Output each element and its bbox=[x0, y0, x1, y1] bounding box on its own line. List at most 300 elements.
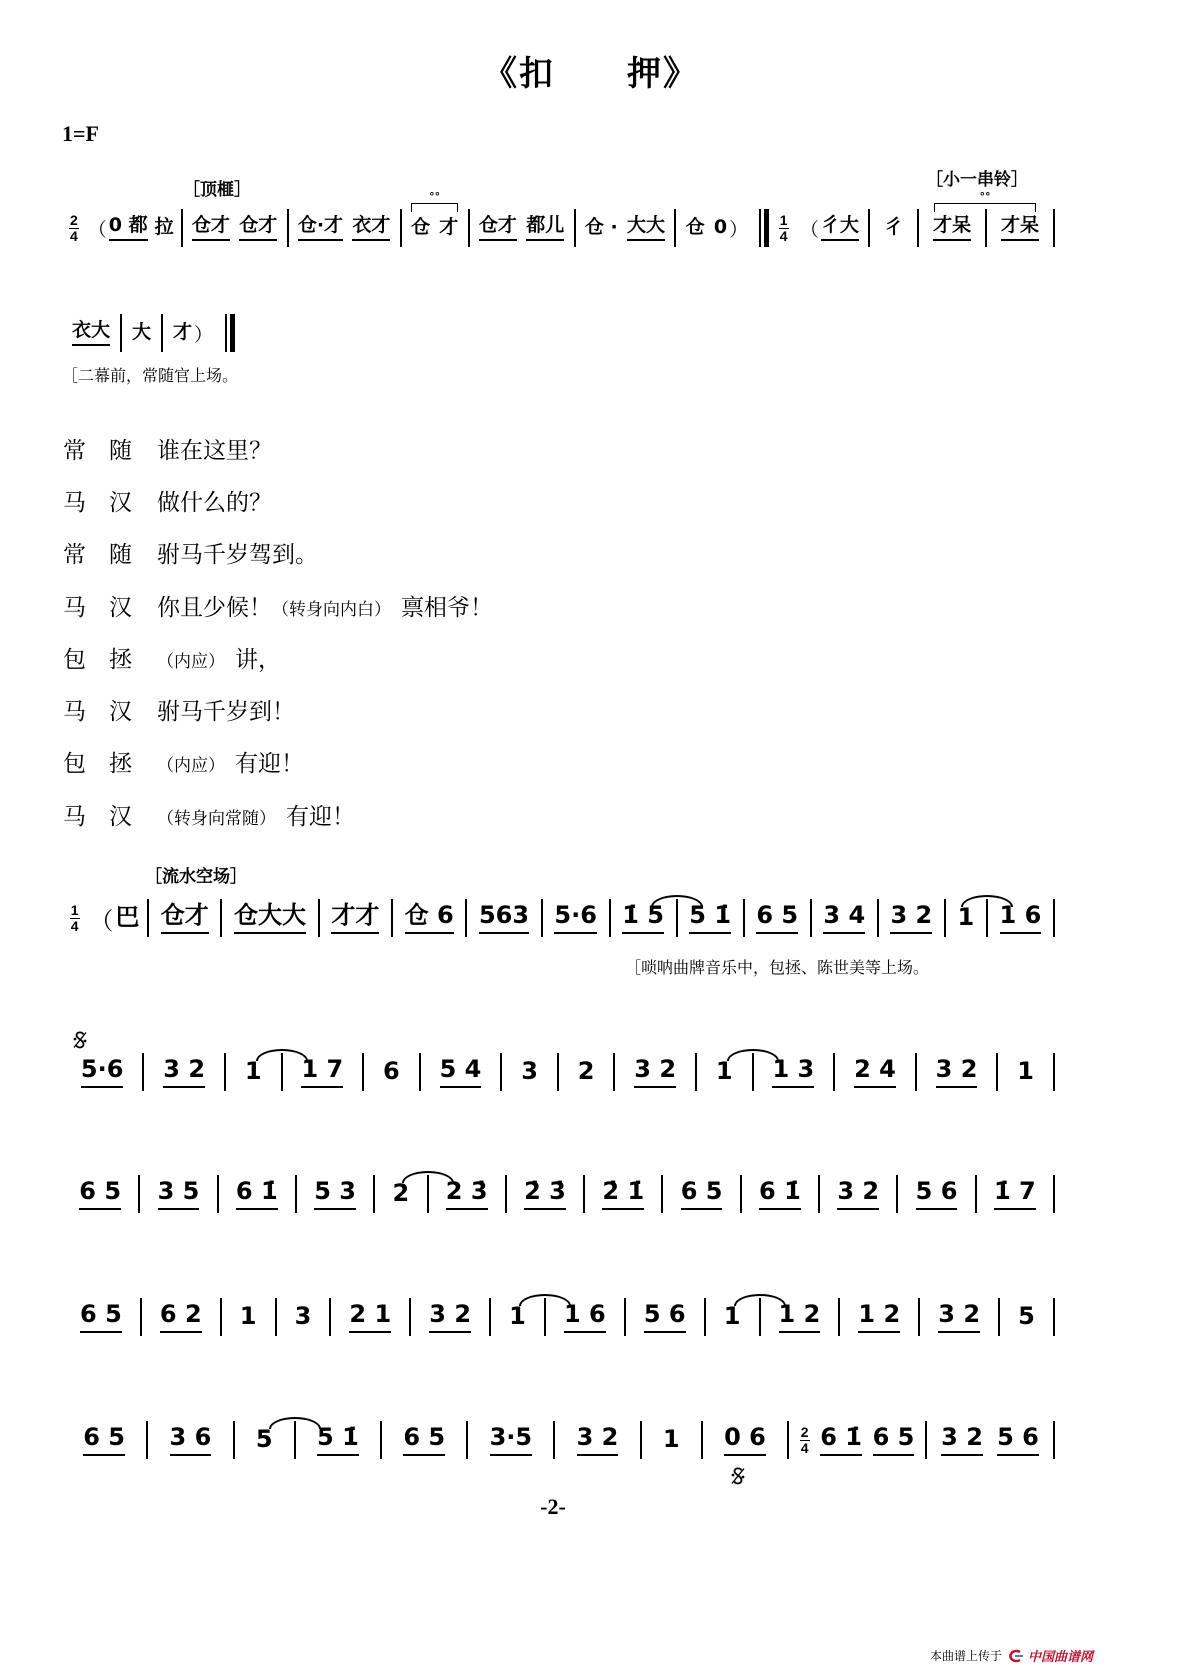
label-liushui: ［流水空场］ bbox=[145, 867, 247, 887]
key-signature: 1=F bbox=[62, 121, 99, 146]
notes: 2 3̇ bbox=[446, 1178, 488, 1210]
stage-aside: （转身向常随） bbox=[157, 808, 276, 829]
speaker-name-second: 汉 bbox=[109, 594, 132, 621]
dialogue-line bbox=[63, 527, 493, 579]
dialogue-text bbox=[157, 484, 272, 517]
speaker-name-first: 常 bbox=[63, 437, 86, 464]
measure bbox=[62, 1418, 146, 1462]
note-group bbox=[577, 1424, 619, 1456]
music-line-3 bbox=[62, 1172, 1055, 1216]
dialogue-text bbox=[157, 798, 355, 831]
double-barline bbox=[759, 209, 769, 247]
note-group bbox=[689, 902, 731, 934]
notes: 2̇ 1̇ bbox=[602, 1178, 644, 1210]
measure bbox=[611, 896, 676, 940]
measure bbox=[507, 1172, 583, 1216]
note-group bbox=[405, 902, 454, 934]
note-group bbox=[916, 1178, 958, 1210]
measure bbox=[226, 1050, 281, 1094]
measure bbox=[364, 1050, 419, 1094]
notes: 仓才 bbox=[161, 902, 209, 934]
speaker-name-first: 包 bbox=[63, 751, 86, 778]
stage-direction-entrance: ［二幕前，常随官上场。 bbox=[62, 366, 239, 385]
note-group bbox=[317, 1424, 359, 1456]
note-group bbox=[446, 1178, 488, 1210]
notes: 3 bbox=[294, 1302, 312, 1331]
measure bbox=[879, 896, 944, 940]
note-group bbox=[295, 1303, 312, 1331]
notes: 6 5 bbox=[80, 1301, 122, 1333]
speech-text: 驸马千岁到！ bbox=[157, 699, 295, 726]
time-signature-beats: 2 bbox=[69, 211, 78, 228]
measure bbox=[62, 896, 147, 940]
measure bbox=[382, 1418, 466, 1462]
footer-text: 本曲谱上传于 bbox=[930, 1649, 1003, 1663]
speaker-name-first: 包 bbox=[63, 646, 86, 673]
measure bbox=[812, 896, 877, 940]
notes: 1 7 bbox=[301, 1056, 343, 1088]
note-group bbox=[938, 1301, 980, 1333]
notes: 5 3 bbox=[314, 1178, 356, 1210]
notes: 仓才 bbox=[192, 215, 230, 241]
notes: 仓 bbox=[685, 216, 705, 239]
note-group bbox=[72, 320, 110, 346]
notes: 5·6 bbox=[554, 902, 597, 934]
dialogue-line bbox=[63, 683, 493, 735]
measure bbox=[626, 1295, 704, 1339]
note-group bbox=[1000, 902, 1042, 934]
notes: 5 4 bbox=[440, 1056, 482, 1088]
speaker-name-second: 拯 bbox=[109, 751, 132, 778]
notes: 才才 bbox=[331, 902, 379, 934]
note-group bbox=[798, 215, 859, 242]
measure bbox=[283, 1050, 363, 1094]
measure bbox=[988, 896, 1053, 940]
note-group bbox=[686, 217, 705, 239]
barline-thin bbox=[225, 314, 227, 352]
note-group bbox=[884, 217, 903, 239]
time-signature-unit: 4 bbox=[70, 917, 79, 934]
notes: 1 2 bbox=[858, 1301, 900, 1333]
stage-aside: （内应） bbox=[157, 756, 225, 777]
notes: 0 都 bbox=[109, 215, 148, 241]
measure bbox=[576, 206, 675, 250]
measure bbox=[676, 206, 759, 250]
note-group bbox=[192, 215, 230, 241]
measure bbox=[998, 1050, 1053, 1094]
notes: 6 5 bbox=[403, 1424, 445, 1456]
measure bbox=[297, 1172, 373, 1216]
notes: 2 1 bbox=[349, 1301, 391, 1333]
notes: 0 6 bbox=[724, 1424, 766, 1456]
open-paren: （ bbox=[89, 906, 114, 935]
notes: 仓·才 bbox=[298, 215, 343, 241]
percussion-line-2 bbox=[62, 311, 235, 355]
measure bbox=[163, 311, 225, 355]
speaker-name-second: 拯 bbox=[109, 646, 132, 673]
measure bbox=[977, 1172, 1053, 1216]
notes: 6 1̇ bbox=[759, 1178, 801, 1210]
notes: 6 5 bbox=[873, 1424, 915, 1456]
measure bbox=[820, 1172, 896, 1216]
measure bbox=[219, 1172, 295, 1216]
dialogue-line bbox=[63, 474, 493, 526]
note-group bbox=[161, 902, 209, 934]
measure bbox=[678, 896, 743, 940]
note-group bbox=[256, 1426, 273, 1454]
note-group bbox=[314, 1178, 356, 1210]
notes: 6 1̇ bbox=[236, 1178, 278, 1210]
measure bbox=[491, 1295, 544, 1339]
note-group bbox=[554, 902, 597, 934]
notes: 才 bbox=[173, 321, 193, 344]
notes: 3 bbox=[521, 1057, 538, 1086]
note-group bbox=[158, 1178, 200, 1210]
note-group bbox=[724, 1303, 741, 1331]
notes: 1̇ 7 bbox=[994, 1178, 1036, 1210]
speech-text: 有迎！ bbox=[235, 751, 304, 778]
note-group bbox=[873, 1424, 915, 1456]
notes: 才呆 bbox=[1001, 215, 1039, 241]
note-group bbox=[823, 902, 865, 934]
speaker-name-first: 马 bbox=[63, 803, 86, 830]
open-paren: （ bbox=[87, 218, 107, 241]
note-group bbox=[585, 217, 618, 239]
notes: 5 1̇ bbox=[689, 902, 731, 934]
note-group bbox=[83, 1424, 125, 1456]
speech-text: 讲， bbox=[235, 646, 281, 673]
note-group bbox=[155, 217, 174, 239]
note-group bbox=[663, 1426, 680, 1454]
measure bbox=[615, 1050, 695, 1094]
note-group bbox=[1017, 1058, 1034, 1086]
time-signature-beats: 2 bbox=[800, 1423, 809, 1440]
note-group bbox=[890, 902, 932, 934]
measure bbox=[585, 1172, 661, 1216]
note-group bbox=[234, 902, 306, 934]
measure bbox=[920, 1295, 998, 1339]
measure bbox=[277, 1295, 330, 1339]
measure bbox=[559, 1050, 614, 1094]
measure bbox=[183, 206, 287, 250]
stage-aside: （内应） bbox=[157, 651, 225, 672]
notes: 3 2 bbox=[938, 1301, 980, 1333]
measure bbox=[663, 1172, 739, 1216]
time-signature bbox=[69, 213, 79, 243]
measure bbox=[421, 1050, 501, 1094]
notes: 大大 bbox=[627, 215, 665, 241]
note-group bbox=[716, 1058, 733, 1086]
notes: 3 2 bbox=[837, 1178, 879, 1210]
time-signature-unit: 4 bbox=[800, 1439, 809, 1456]
measure bbox=[543, 896, 609, 940]
notes: 5 6 bbox=[644, 1301, 686, 1333]
note-group bbox=[301, 1056, 343, 1088]
barline bbox=[1053, 1053, 1055, 1091]
measure bbox=[393, 896, 465, 940]
notes: 1 bbox=[1017, 1057, 1034, 1086]
measure bbox=[742, 1172, 818, 1216]
notes: 5 bbox=[255, 1425, 273, 1454]
label-dingchui: ［顶榧］ bbox=[183, 180, 251, 200]
note-group bbox=[403, 1424, 445, 1456]
notes: 5 6 bbox=[997, 1424, 1039, 1456]
speech-text: 谁在这里？ bbox=[157, 437, 272, 464]
measure bbox=[375, 1172, 426, 1216]
notes: 6 5 bbox=[681, 1178, 723, 1210]
note-group bbox=[163, 1056, 205, 1088]
notes: 1 bbox=[239, 1302, 257, 1331]
notes: 3 4 bbox=[823, 902, 865, 934]
measure bbox=[502, 1050, 557, 1094]
note-group bbox=[509, 1303, 526, 1331]
notes: 仓 · bbox=[584, 216, 618, 239]
time-signature bbox=[70, 903, 80, 933]
dialogue-line bbox=[63, 788, 493, 840]
dialogue-text bbox=[157, 693, 295, 726]
measure bbox=[140, 1172, 216, 1216]
measure bbox=[470, 206, 574, 250]
measure bbox=[142, 1295, 220, 1339]
note-group bbox=[239, 215, 277, 241]
dialogue-block bbox=[63, 422, 493, 840]
notes: 衣才 bbox=[352, 215, 390, 241]
note-group bbox=[160, 1301, 202, 1333]
speaker-name-first: 马 bbox=[63, 489, 86, 516]
time-signature-beats: 1 bbox=[70, 901, 79, 918]
double-barline bbox=[225, 314, 235, 352]
notes: 6 bbox=[383, 1057, 400, 1086]
footer bbox=[930, 1646, 1093, 1665]
time-signature-unit: 4 bbox=[779, 227, 788, 244]
note-group bbox=[429, 1301, 471, 1333]
speech-text: 驸马千岁驾到。 bbox=[157, 542, 318, 569]
note-group bbox=[634, 1056, 676, 1088]
notes: 563 bbox=[479, 902, 529, 934]
dialogue-line bbox=[63, 579, 493, 631]
note-group bbox=[245, 1058, 262, 1086]
note-group bbox=[714, 215, 750, 242]
measure bbox=[62, 1172, 138, 1216]
note-group bbox=[578, 1058, 595, 1086]
stage-aside: （转身向内白） bbox=[272, 599, 391, 620]
notes: 3 2 bbox=[634, 1056, 676, 1088]
notes: 1 bbox=[715, 1057, 733, 1086]
note-group bbox=[170, 1424, 212, 1456]
measure bbox=[703, 1418, 787, 1462]
notes: 2 bbox=[577, 1057, 595, 1086]
note-group bbox=[383, 1058, 400, 1086]
notes: 6 5 bbox=[79, 1178, 121, 1210]
bracket-mark bbox=[411, 190, 459, 212]
note-group bbox=[411, 217, 430, 239]
speaker-name-first: 马 bbox=[63, 594, 86, 621]
measure bbox=[870, 206, 917, 250]
speaker-name-second: 随 bbox=[109, 542, 132, 569]
note-group bbox=[1018, 1303, 1035, 1331]
note-group bbox=[820, 1424, 862, 1456]
note-group bbox=[331, 902, 379, 934]
note-group bbox=[958, 904, 975, 932]
barline bbox=[1053, 1175, 1055, 1213]
measure bbox=[769, 206, 868, 250]
segno-icon bbox=[72, 1030, 88, 1050]
note-group bbox=[521, 1058, 538, 1086]
measure bbox=[235, 1418, 294, 1462]
note-group bbox=[298, 215, 343, 241]
note-group bbox=[681, 1178, 723, 1210]
time-signature bbox=[779, 213, 789, 243]
notes: 才 bbox=[439, 216, 459, 239]
note-group bbox=[87, 901, 139, 936]
site-name-link[interactable]: 中国曲谱网 bbox=[1028, 1650, 1094, 1665]
notes: 3 5 bbox=[158, 1178, 200, 1210]
time-signature bbox=[800, 1425, 810, 1455]
dialogue-text bbox=[157, 745, 304, 778]
barline bbox=[1053, 209, 1055, 247]
note-group bbox=[526, 215, 564, 241]
dialogue-line bbox=[63, 736, 493, 788]
measure bbox=[222, 1295, 275, 1339]
note-group bbox=[756, 902, 798, 934]
note-group bbox=[352, 215, 390, 241]
notes: 6 5 bbox=[756, 902, 798, 934]
note-group bbox=[86, 215, 148, 242]
note-group bbox=[858, 1301, 900, 1333]
notes: 3 2 bbox=[429, 1301, 471, 1333]
note-group bbox=[941, 1424, 983, 1456]
measure bbox=[1000, 1295, 1053, 1339]
notes: 1 bbox=[957, 903, 975, 932]
barline bbox=[1053, 1298, 1055, 1336]
note-group bbox=[997, 1424, 1039, 1456]
notes: 1 bbox=[723, 1302, 741, 1331]
measure bbox=[468, 1418, 553, 1462]
note-group bbox=[440, 1056, 482, 1088]
open-paren: （ bbox=[799, 218, 819, 241]
dialogue-line bbox=[63, 422, 493, 474]
page-number: -2- bbox=[540, 1494, 566, 1519]
stage-direction-suona: ［唢呐曲牌音乐中，包拯、陈世美等上场。 bbox=[625, 958, 930, 977]
bracket-mark-text: °° bbox=[429, 190, 441, 203]
close-paren: ） bbox=[729, 218, 749, 241]
notes: 5 bbox=[1018, 1302, 1035, 1331]
notes: 1 2 bbox=[779, 1301, 821, 1333]
notes: 2 4 bbox=[854, 1056, 896, 1088]
notes: 巴 bbox=[115, 903, 140, 932]
site-logo-icon bbox=[1006, 1649, 1024, 1663]
barline bbox=[1053, 1421, 1055, 1459]
note-group bbox=[772, 1056, 814, 1088]
measure bbox=[761, 1295, 839, 1339]
note-group bbox=[524, 1178, 566, 1210]
measure bbox=[62, 1295, 140, 1339]
measure bbox=[927, 1418, 1053, 1462]
note-group bbox=[81, 1056, 124, 1088]
notes: 1 bbox=[244, 1057, 262, 1086]
notes: 都儿 bbox=[526, 215, 564, 241]
note-group bbox=[1001, 215, 1039, 241]
speech-text: 有迎！ bbox=[286, 803, 355, 830]
notes: 大 bbox=[132, 321, 152, 344]
notes: 1 6 bbox=[564, 1301, 606, 1333]
notes: 仓才 bbox=[479, 215, 517, 241]
notes: 仓 6 bbox=[405, 902, 454, 934]
music-line-5 bbox=[62, 1418, 1055, 1462]
note-group bbox=[132, 322, 151, 344]
notes: 仓大大 bbox=[234, 902, 306, 934]
measure bbox=[546, 1295, 624, 1339]
notes: 3 2 bbox=[577, 1424, 619, 1456]
measure bbox=[789, 1418, 925, 1462]
notes: 5·6 bbox=[81, 1056, 124, 1088]
dialogue-text bbox=[157, 536, 318, 569]
note-group bbox=[79, 1178, 121, 1210]
close-paren: ） bbox=[194, 323, 214, 346]
note-group bbox=[80, 1301, 122, 1333]
barline-thin bbox=[759, 209, 761, 247]
label-xiaoyichuanling: ［小一串铃］ bbox=[926, 170, 1028, 190]
notes: 1 6 bbox=[1000, 902, 1042, 934]
measure bbox=[402, 190, 468, 250]
notes: 3 2 bbox=[163, 1056, 205, 1088]
notes: 5 6 bbox=[916, 1178, 958, 1210]
notes: 5 1̇ bbox=[317, 1424, 359, 1456]
measure bbox=[296, 1418, 380, 1462]
measure bbox=[840, 1295, 918, 1339]
note-group bbox=[837, 1178, 879, 1210]
music-line-1 bbox=[62, 896, 1055, 940]
notes: 1 bbox=[509, 1302, 526, 1331]
note-group bbox=[393, 1180, 410, 1208]
measure bbox=[331, 1295, 409, 1339]
measure bbox=[754, 1050, 834, 1094]
notes: 3 2 bbox=[941, 1424, 983, 1456]
note-group bbox=[490, 1424, 533, 1456]
speaker-name-first: 常 bbox=[63, 542, 86, 569]
note-group bbox=[173, 320, 215, 347]
notes: 3·5 bbox=[490, 1424, 533, 1456]
measure bbox=[898, 1172, 974, 1216]
notes: 衣大 bbox=[72, 320, 110, 346]
note-group bbox=[240, 1303, 257, 1331]
notes: 1̇ 5 bbox=[622, 902, 664, 934]
notes: 2 bbox=[392, 1179, 410, 1208]
note-group bbox=[779, 1301, 821, 1333]
notes: 仓 bbox=[410, 216, 430, 239]
speaker-name-second: 随 bbox=[109, 437, 132, 464]
measure bbox=[62, 311, 120, 355]
music-line-2 bbox=[62, 1050, 1055, 1094]
measure bbox=[745, 896, 810, 940]
time-signature-beats: 1 bbox=[779, 211, 788, 228]
note-group bbox=[627, 215, 665, 241]
measure bbox=[835, 1050, 915, 1094]
measure bbox=[555, 1418, 639, 1462]
notes: 1 bbox=[662, 1425, 680, 1454]
measure bbox=[706, 1295, 759, 1339]
speech-text: 禀相爷！ bbox=[401, 594, 493, 621]
note-group bbox=[349, 1301, 391, 1333]
measure bbox=[697, 1050, 752, 1094]
notes: 彳 bbox=[884, 216, 904, 239]
measure bbox=[987, 206, 1053, 250]
music-line-4 bbox=[62, 1295, 1055, 1339]
measure bbox=[467, 896, 540, 940]
speaker-name-second: 汉 bbox=[109, 803, 132, 830]
notes: 仓才 bbox=[239, 215, 277, 241]
note-group bbox=[933, 215, 971, 241]
